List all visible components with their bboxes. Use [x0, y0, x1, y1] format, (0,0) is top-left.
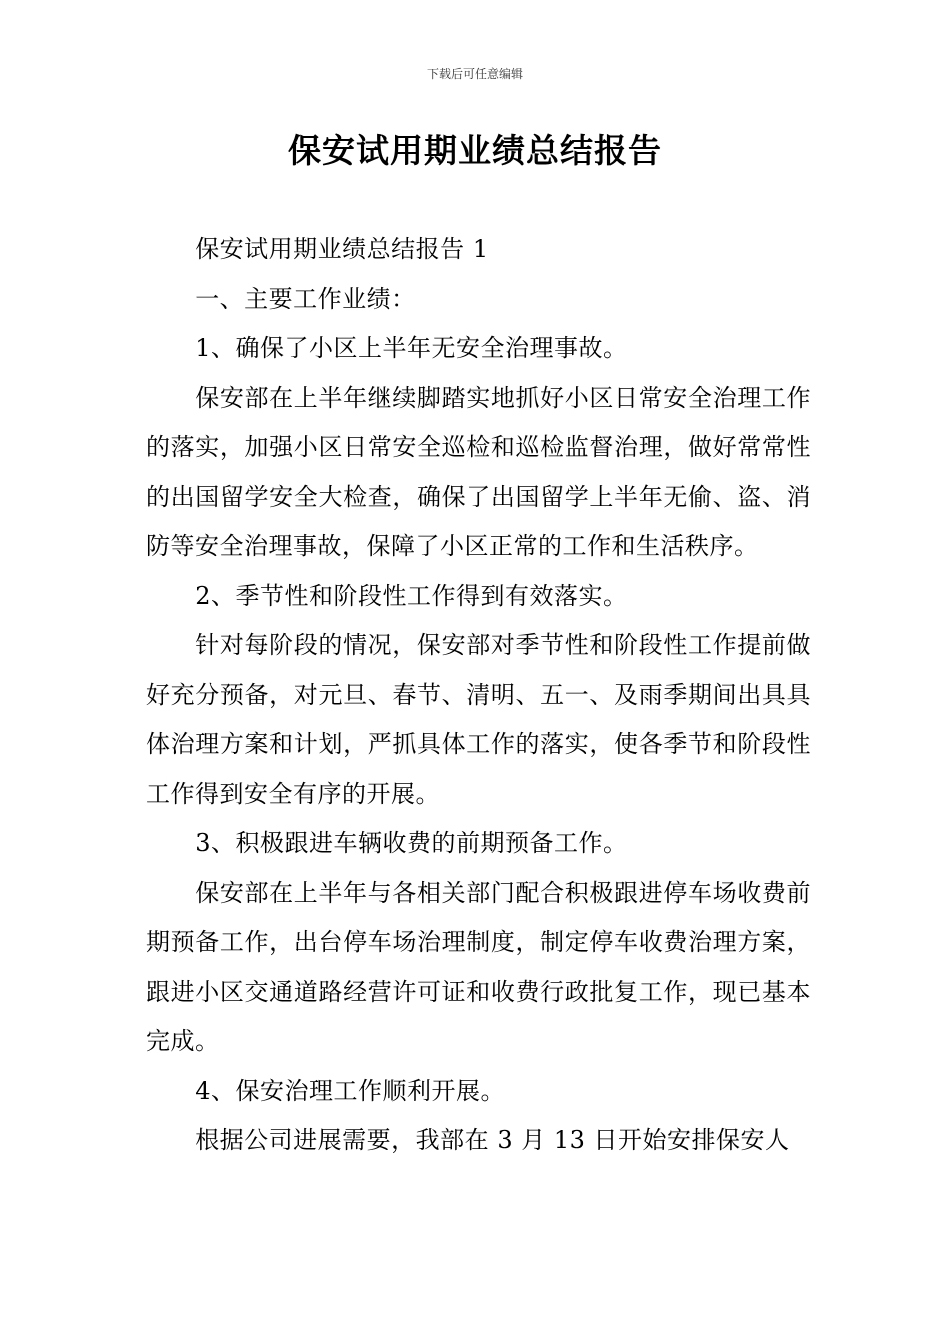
paragraph-subtitle: 保安试用期业绩总结报告 1	[195, 235, 489, 263]
paragraph-item-3-heading: 3、积极跟进车辆收费的前期预备工作。	[195, 829, 628, 857]
paragraph-item-3-body: 保安部在上半年与各相关部门配合积极跟进停车场收费前期预备工作，出台停车场治理制度，制定停车收费治理方案，跟进小区交通道路经营许可证和收费行政批复工作，现已基本完成。	[146, 878, 811, 1055]
paragraph-item-2-heading: 2、季节性和阶段性工作得到有效落实。	[195, 581, 628, 610]
page-header-note: 下载后可任意编辑	[426, 67, 523, 81]
paragraph-item-4-heading: 4、保安治理工作顺利开展。	[195, 1076, 505, 1105]
paragraph-item-2-body: 针对每阶段的情况，保安部对季节性和阶段性工作提前做好充分预备，对元旦、春节、清明、五一、及雨季期间出具具体治理方案和计划，严抓具体工作的落实，使各季节和阶段性工作得到安全有序的开展。	[146, 631, 811, 808]
document-title: 保安试用期业绩总结报告	[288, 131, 662, 170]
paragraph-item-1-body: 保安部在上半年继续脚踏实地抓好小区日常安全治理工作的落实，加强小区日常安全巡检和巡检监督治理，做好常常性的出国留学安全大检查，确保了出国留学上半年无偷、盗、消防等安全治理事故，保障了小区正常的工作和生活秩序。	[146, 383, 811, 560]
document-body	[146, 225, 811, 1166]
paragraph-item-1-heading: 1、确保了小区上半年无安全治理事故。	[195, 334, 628, 362]
paragraph-item-4-body: 根据公司进展需要，我部在 3 月 13 日开始安排保安人	[195, 1126, 790, 1154]
paragraph-section-heading: 一、主要工作业绩：	[195, 284, 416, 313]
